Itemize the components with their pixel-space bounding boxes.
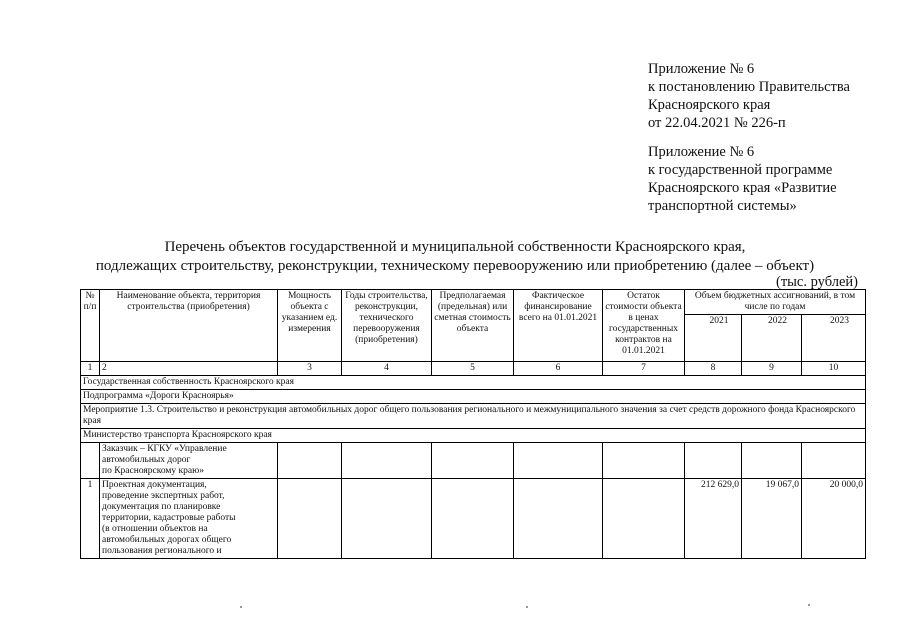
budget-2023-value: 20 000,0	[802, 479, 866, 559]
header-years: Годы строительства, реконструкции, технического перевооружения (приобретения)	[342, 290, 432, 362]
header-year-2021: 2021	[685, 315, 742, 362]
title-line-2: подлежащих строительству, реконструкции, техническому перевооружению или приобретению (далее – объект)	[95, 258, 815, 274]
empty-cell	[603, 479, 685, 559]
appendix-state-program	[648, 143, 837, 215]
header-name: Наименование объекта, территория строительства (приобретения)	[100, 290, 278, 362]
column-number: 9	[742, 362, 802, 376]
empty-cell	[603, 443, 685, 479]
empty-cell	[278, 479, 342, 559]
appendix-line: от 22.04.2021 № 226-п	[648, 115, 786, 131]
appendix-line: Приложение № 6	[648, 144, 755, 160]
empty-cell	[432, 443, 514, 479]
budget-2021-value: 212 629,0	[685, 479, 742, 559]
object-name-line: пользования регионального и	[102, 546, 222, 556]
empty-cell	[342, 479, 432, 559]
header-year-2022: 2022	[742, 315, 802, 362]
column-number: 4	[342, 362, 432, 376]
empty-cell	[514, 443, 603, 479]
appendix-line: транспортной системы»	[648, 198, 797, 214]
section-row	[81, 404, 866, 429]
empty-cell	[802, 443, 866, 479]
empty-cell	[685, 443, 742, 479]
object-name-line: документация по планировке	[102, 502, 221, 512]
customer-line: Заказчик – КГКУ «Управление	[102, 444, 227, 454]
header-actual-financing: Фактическое финансирование всего на 01.01.2021	[514, 290, 603, 362]
section-ownership: Государственная собственность Красноярского края	[81, 376, 866, 390]
header-capacity: Мощность объекта с указанием ед. измерения	[278, 290, 342, 362]
object-name-cell	[100, 479, 278, 559]
customer-line: по Красноярскому краю»	[102, 466, 204, 476]
scan-speck	[240, 606, 242, 608]
column-numbers-row	[81, 362, 866, 376]
column-number: 6	[514, 362, 603, 376]
appendix-line: Приложение № 6	[648, 61, 755, 77]
budget-2022-value: 19 067,0	[742, 479, 802, 559]
object-name-line: (в отношении объектов на	[102, 524, 208, 534]
header-row	[81, 290, 866, 315]
header-num: № п/п	[81, 290, 100, 362]
empty-cell	[742, 443, 802, 479]
section-row	[81, 376, 866, 390]
header-estimated-cost: Предполагаемая (предельная) или сметная стоимость объекта	[432, 290, 514, 362]
empty-cell	[514, 479, 603, 559]
column-number: 3	[278, 362, 342, 376]
customer-line: автомобильных дорог	[102, 455, 191, 465]
scan-speck	[808, 604, 810, 606]
customer-cell	[100, 443, 278, 479]
header-year-2023: 2023	[802, 315, 866, 362]
column-number: 7	[603, 362, 685, 376]
section-measure: Мероприятие 1.3. Строительство и реконструкция автомобильных дорог общего пользования регионального и межмуниципального значения за счет средств дорожного фонда Красноярского края	[81, 404, 866, 429]
column-number: 8	[685, 362, 742, 376]
scan-speck	[526, 606, 528, 608]
column-number: 10	[802, 362, 866, 376]
document-title	[80, 238, 830, 276]
objects-table	[80, 289, 866, 559]
section-row	[81, 390, 866, 404]
appendix-line: к постановлению Правительства	[648, 79, 850, 95]
empty-cell	[342, 443, 432, 479]
empty-cell	[432, 479, 514, 559]
object-name-line: территории, кадастровые работы	[102, 513, 236, 523]
section-row	[81, 429, 866, 443]
object-name-line: Проектная документация,	[102, 480, 207, 490]
column-number: 5	[432, 362, 514, 376]
row-number: 1	[81, 479, 100, 559]
column-number: 1	[81, 362, 100, 376]
header-remaining-cost: Остаток стоимости объекта в ценах государственных контрактов на 01.01.2021	[603, 290, 685, 362]
header-budget: Объем бюджетных ассигнований, в том числе по годам	[685, 290, 866, 315]
customer-row	[81, 443, 866, 479]
section-subprogram: Подпрограмма «Дороги Красноярья»	[81, 390, 866, 404]
title-line-1: Перечень объектов государственной и муниципальной собственности Красноярского края,	[164, 239, 746, 255]
object-name-line: проведение экспертных работ,	[102, 491, 225, 501]
section-ministry: Министерство транспорта Красноярского края	[81, 429, 866, 443]
appendix-government-decree	[648, 60, 850, 132]
appendix-line: Красноярского края	[648, 97, 771, 113]
object-name-line: автомобильных дорогах общего	[102, 535, 232, 545]
column-number: 2	[100, 362, 278, 376]
units-label: (тыс. рублей)	[776, 274, 858, 290]
appendix-line: к государственной программе	[648, 162, 833, 178]
empty-cell	[278, 443, 342, 479]
appendix-line: Красноярского края «Развитие	[648, 180, 837, 196]
empty-cell	[81, 443, 100, 479]
table-row	[81, 479, 866, 559]
